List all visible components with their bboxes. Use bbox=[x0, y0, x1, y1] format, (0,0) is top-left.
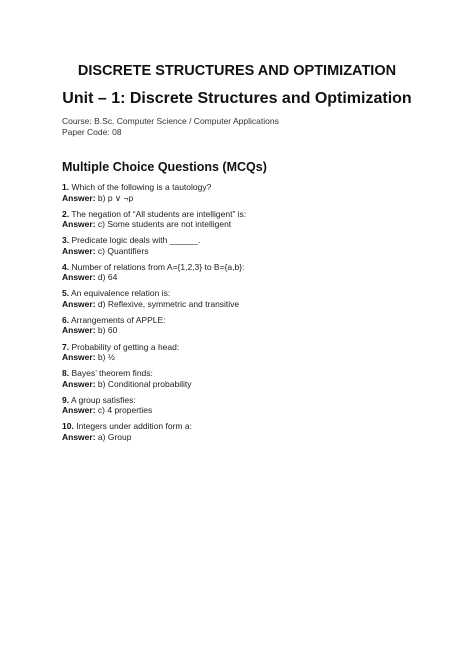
answer-line bbox=[62, 219, 442, 230]
question-number: 6. bbox=[62, 314, 70, 325]
question-line bbox=[62, 395, 442, 406]
question-line bbox=[62, 235, 442, 246]
mcq-item bbox=[62, 262, 442, 289]
mcq-item bbox=[62, 395, 442, 422]
answer-line bbox=[62, 272, 442, 283]
mcq-item bbox=[62, 209, 442, 236]
question-number: 7. bbox=[62, 341, 70, 352]
question-text: Probability of getting a head: bbox=[71, 341, 180, 352]
question-line bbox=[62, 421, 442, 432]
question-text: Bayes’ theorem finds: bbox=[71, 368, 153, 379]
question-line bbox=[62, 315, 442, 326]
question-line bbox=[62, 288, 442, 299]
answer-label: Answer: bbox=[62, 378, 96, 389]
answer-label: Answer: bbox=[62, 298, 96, 309]
answer-text: c) Some students are not intelligent bbox=[97, 219, 232, 230]
mcq-item bbox=[62, 342, 442, 369]
mcq-item bbox=[62, 368, 442, 395]
mcq-list bbox=[62, 182, 442, 448]
question-number: 1. bbox=[62, 182, 70, 192]
answer-line bbox=[62, 432, 442, 443]
question-text: Predicate logic deals with ______. bbox=[71, 235, 201, 246]
question-number: 3. bbox=[62, 235, 70, 246]
answer-text: d) Reflexive, symmetric and transitive bbox=[97, 298, 240, 309]
unit-title: Unit – 1: Discrete Structures and Optimization bbox=[62, 90, 412, 107]
answer-label: Answer: bbox=[62, 192, 96, 203]
question-text: A group satisfies: bbox=[71, 394, 136, 405]
mcq-item bbox=[62, 288, 442, 315]
answer-text: a) Group bbox=[97, 431, 132, 442]
answer-label: Answer: bbox=[62, 431, 96, 442]
answer-line bbox=[62, 352, 442, 363]
answer-text: c) Quantifiers bbox=[97, 245, 149, 256]
question-text: Which of the following is a tautology? bbox=[71, 182, 212, 192]
question-number: 8. bbox=[62, 368, 70, 379]
question-text: The negation of “All students are intelligent” is: bbox=[71, 208, 247, 219]
question-line bbox=[62, 342, 442, 353]
answer-line bbox=[62, 405, 442, 416]
answer-label: Answer: bbox=[62, 405, 96, 416]
answer-line bbox=[62, 193, 442, 204]
answer-text: d) 64 bbox=[97, 272, 118, 283]
answer-label: Answer: bbox=[62, 219, 96, 230]
course-line: Course: B.Sc. Computer Science / Computer Applications bbox=[62, 116, 279, 126]
answer-text: b) p ∨ ¬p bbox=[97, 192, 134, 203]
answer-line bbox=[62, 325, 442, 336]
answer-text: b) ½ bbox=[97, 352, 115, 363]
answer-line bbox=[62, 379, 442, 390]
mcq-item bbox=[62, 182, 442, 209]
question-text: Integers under addition form a: bbox=[76, 421, 192, 432]
mcq-item bbox=[62, 315, 442, 342]
answer-label: Answer: bbox=[62, 352, 96, 363]
answer-line bbox=[62, 299, 442, 310]
answer-text: c) 4 properties bbox=[97, 405, 153, 416]
question-text: An equivalence relation is: bbox=[71, 288, 171, 299]
question-number: 2. bbox=[62, 208, 70, 219]
mcq-item bbox=[62, 421, 442, 448]
question-number: 10. bbox=[62, 421, 74, 432]
answer-line bbox=[62, 246, 442, 257]
question-text: Arrangements of APPLE: bbox=[71, 314, 166, 325]
question-line bbox=[62, 262, 442, 273]
question-number: 9. bbox=[62, 394, 70, 405]
question-text: Number of relations from A={1,2,3} to B={a,b}: bbox=[71, 261, 245, 272]
question-number: 5. bbox=[62, 288, 70, 299]
answer-label: Answer: bbox=[62, 245, 96, 256]
answer-label: Answer: bbox=[62, 325, 96, 336]
question-line bbox=[62, 368, 442, 379]
mcq-item bbox=[62, 235, 442, 262]
answer-text: b) 60 bbox=[97, 325, 118, 336]
document-title: DISCRETE STRUCTURES AND OPTIMIZATION bbox=[77, 63, 397, 79]
paper-code-line: Paper Code: 08 bbox=[62, 127, 122, 137]
answer-text: b) Conditional probability bbox=[97, 378, 192, 389]
question-line bbox=[62, 182, 442, 193]
question-line bbox=[62, 209, 442, 220]
mcq-section-heading: Multiple Choice Questions (MCQs) bbox=[62, 160, 267, 174]
answer-label: Answer: bbox=[62, 272, 96, 283]
question-number: 4. bbox=[62, 261, 70, 272]
